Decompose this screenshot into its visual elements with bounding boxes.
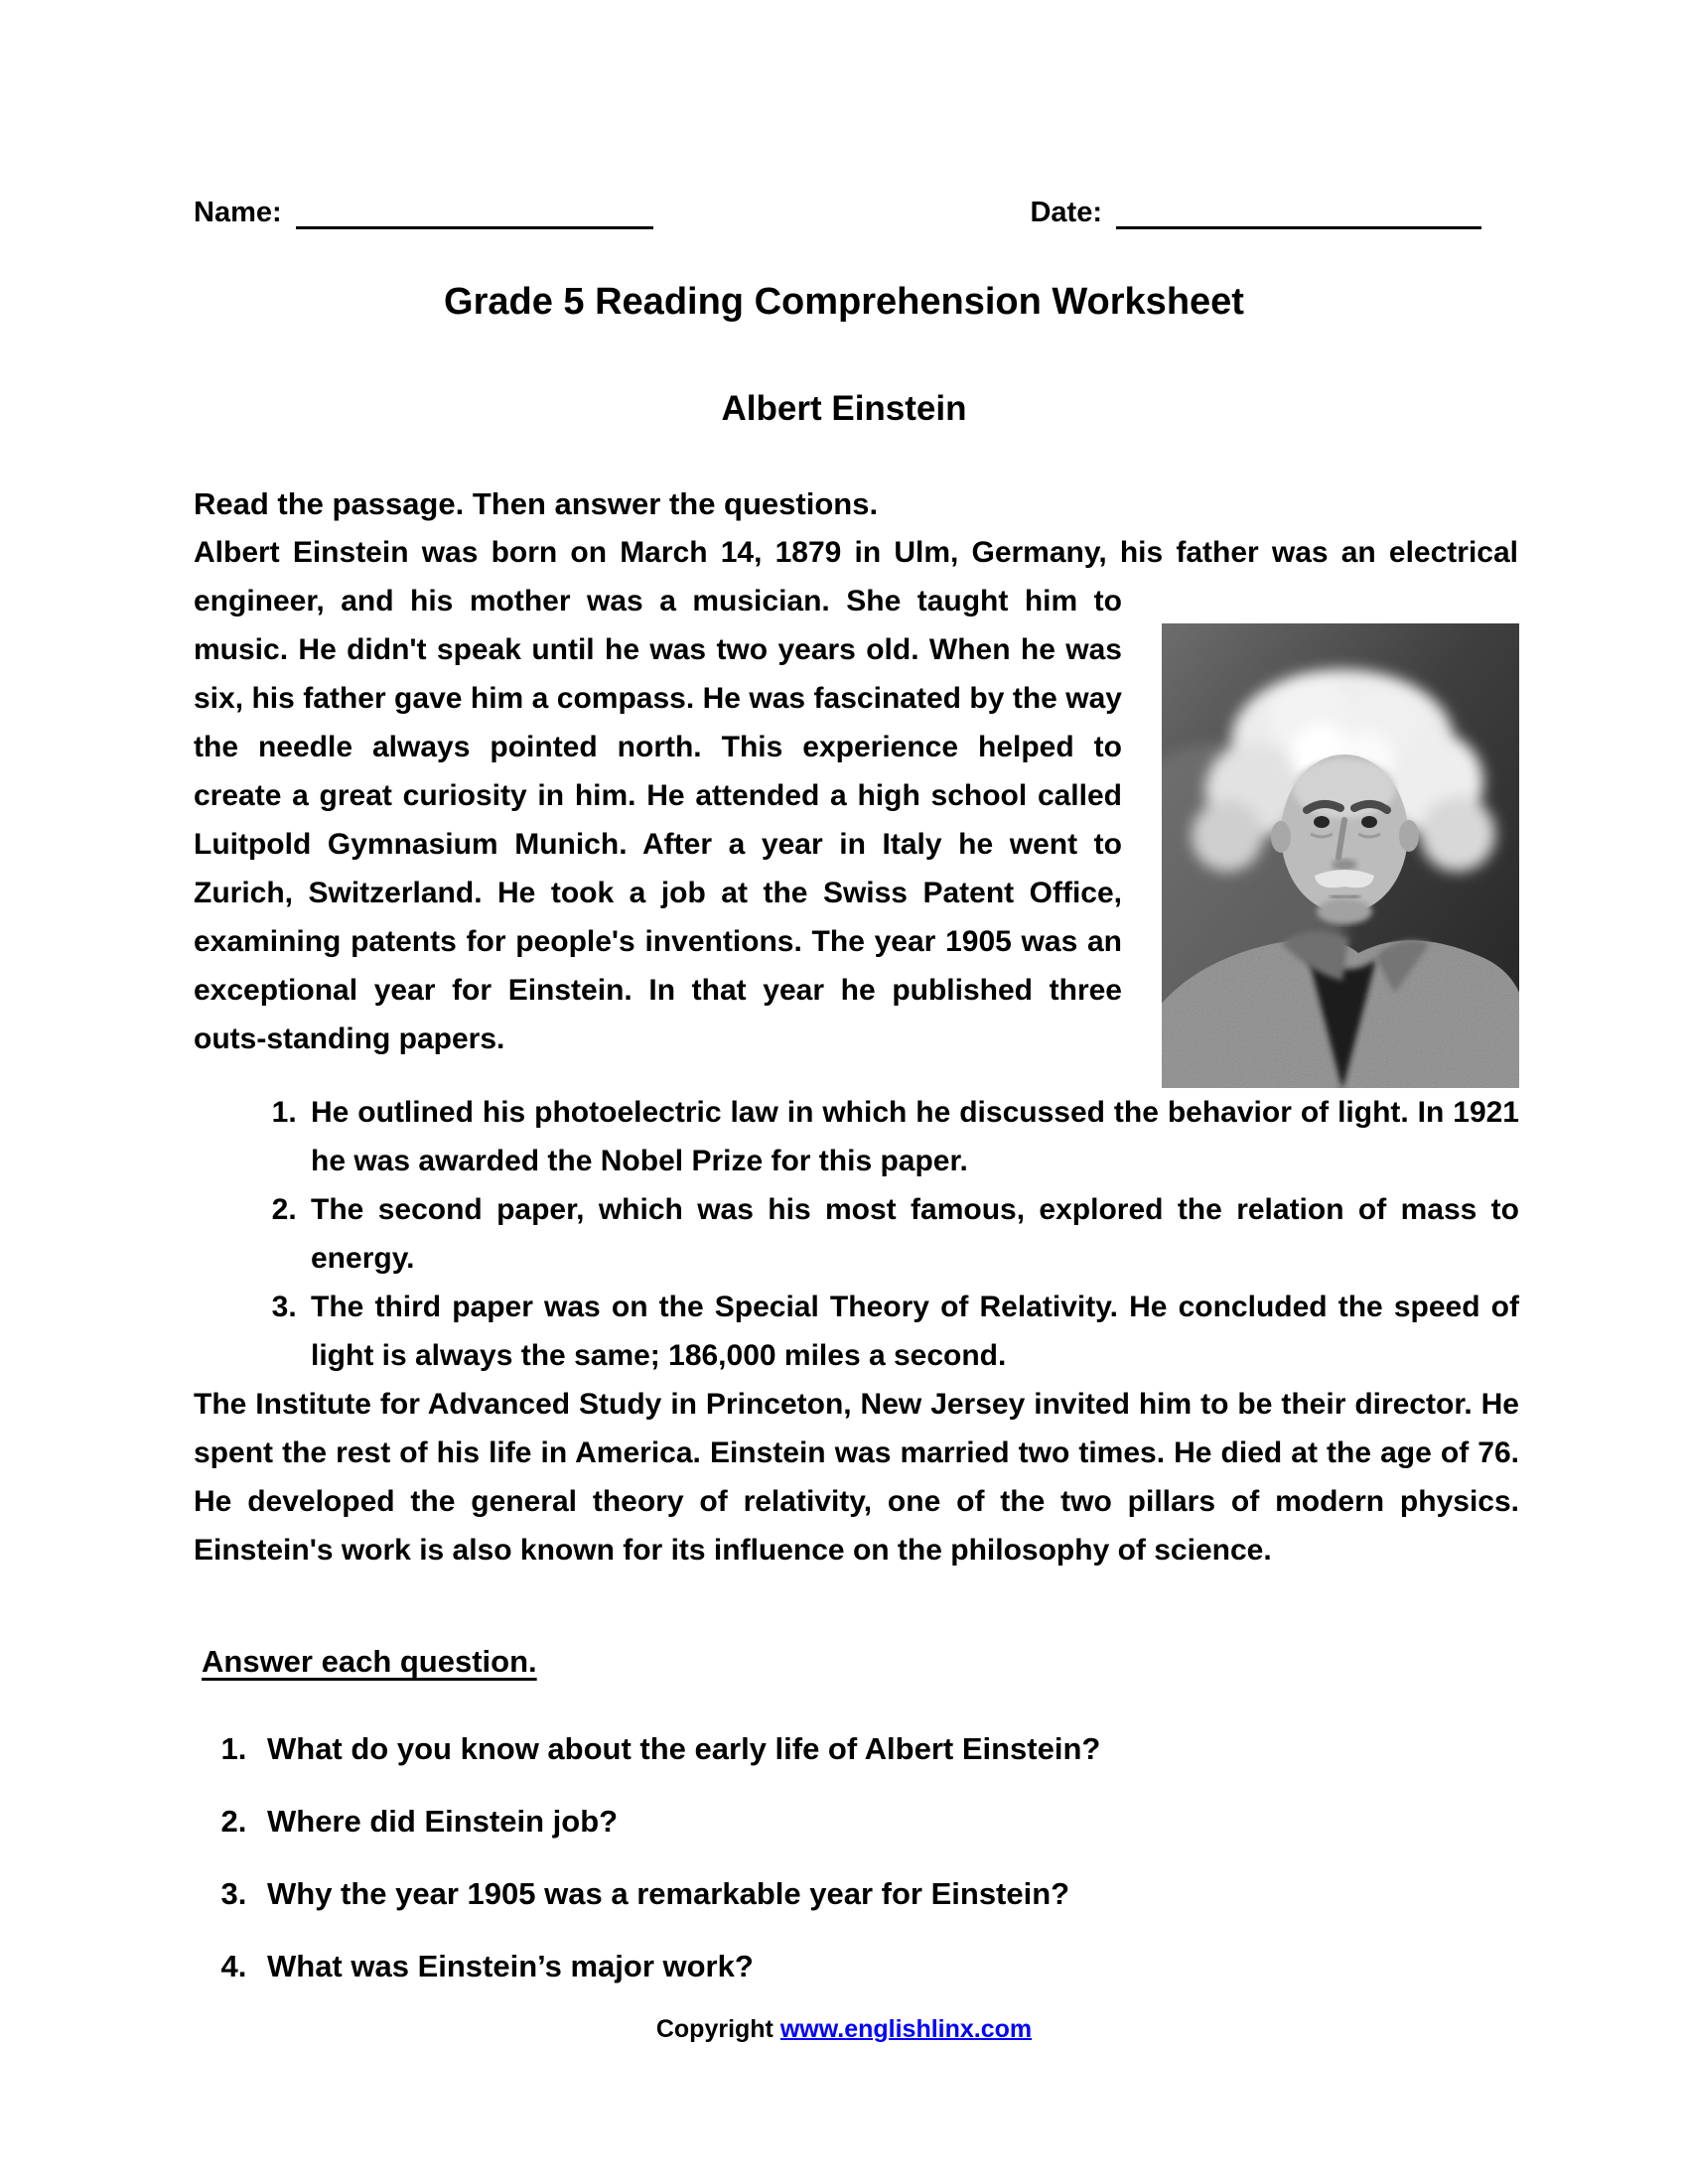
date-blank-line [1116,195,1481,229]
date-field [1030,195,1481,229]
einstein-portrait-graphic [1162,623,1519,1088]
copyright-label: Copyright [655,2015,774,2043]
name-label: Name: [194,197,282,228]
question-2: 2. Where did Einstein job? [255,1798,1519,1845]
passage-point-3: 3. The third paper was on the Special Theory of Relativity. He concluded the speed of light is always the same; 186,000 miles a second. [305,1283,1519,1380]
passage-paragraph-2: The Institute for Advanced Study in Princeton, New Jersey invited him to be their director. He spent the rest of his life in America. Einstein was married two times. He died at the age of 76. He developed the general theory of relativity, one of the two pillars of modern physics. Einstein's work is also known for its influence on the philosophy of science. [194,1388,1519,1567]
question-3: 3. Why the year 1905 was a remarkable year for Einstein? [255,1870,1519,1918]
passage-title: Albert Einstein [721,389,967,428]
name-field [194,195,653,229]
passage-point-1: 1. He outlined his photoelectric law in which he discussed the behavior of light. In 1921 he was awarded the Nobel Prize for this paper. [305,1088,1519,1185]
questions-list [194,1725,1519,1990]
questions-header: Answer each question. [202,1644,537,1679]
page-title: Grade 5 Reading Comprehension Worksheet [444,281,1244,323]
passage-points-list [194,1088,1519,1380]
copyright-link[interactable]: www.englishlinx.com [779,2015,1033,2043]
date-label: Date: [1030,197,1102,228]
passage-text: Albert Einstein was born on March 14, 1879 in Ulm, Germany, his father was an electrical engineer, and his mother was a musician. She taught him to music. He didn't speak until he was two years old. When he was six, his father gave him a compass. He was fascinated by the way the needle always pointed north. This experience helped to create a great curiosity in him. He attended a high school called Luitpold Gymnasium Munich. After a year in Italy he went to Zurich, Switzerland. He took a job at the Swiss Patent Office, examining patents for people's inventions. The year 1905 was an exceptional year for Einstein. In that year he published three outs-standing papers. [194,536,1518,1055]
instructions-text: Read the passage. Then answer the questions. [194,486,879,521]
passage-point-2: 2. The second paper, which was his most famous, explored the relation of mass to energy. [305,1185,1519,1283]
question-4: 4. What was Einstein’s major work? [255,1943,1519,1990]
einstein-photo [1162,623,1519,1088]
name-blank-line [296,195,653,229]
name-date-row [0,0,1688,229]
copyright-footer [0,2015,1688,2044]
photo-wrap-spacer-top [1518,528,1519,621]
question-1: 1. What do you know about the early life of Albert Einstein? [255,1725,1519,1773]
